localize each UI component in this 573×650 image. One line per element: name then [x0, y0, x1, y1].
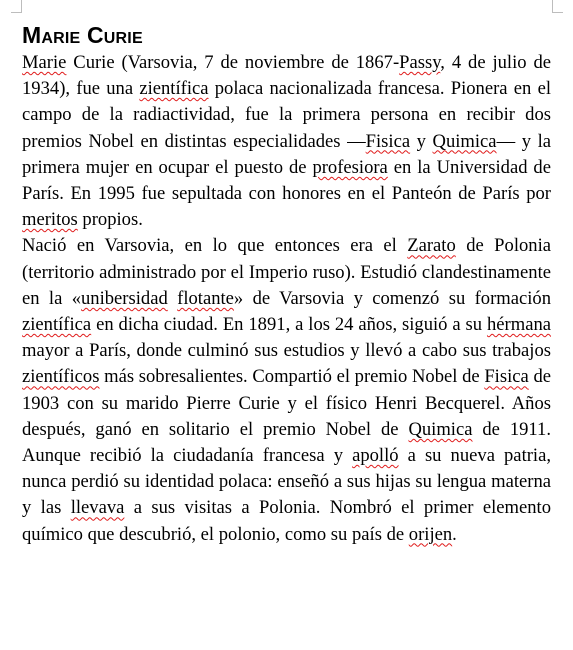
page-corner-mark-right	[552, 0, 563, 13]
text-run: en dicha ciudad. En 1891, a los 24 años, siguió a su	[91, 314, 487, 336]
text-run: .	[452, 523, 457, 545]
misspelled-word[interactable]: zientíficos	[22, 366, 100, 388]
misspelled-word[interactable]: orijen	[408, 523, 453, 545]
misspelled-word[interactable]: Fisica	[365, 130, 411, 152]
misspelled-word[interactable]: flotante	[177, 287, 234, 309]
misspelled-word[interactable]: hérmana	[486, 314, 551, 336]
text-run: de 1911. Aunque recibió la ciudadanía francesa y	[22, 418, 551, 467]
text-run: Nació en Varsovia, en lo que entonces era el	[22, 235, 408, 257]
misspelled-word[interactable]: llevava	[70, 497, 125, 519]
misspelled-word[interactable]: Marie	[22, 52, 67, 73]
text-run: a su nueva patria, nunca perdió su identidad polaca: enseñó a sus hijas su lengua materna y las	[22, 445, 551, 519]
document-title[interactable]: Marie Curie	[22, 22, 143, 48]
misspelled-word[interactable]: Quimica	[408, 418, 473, 440]
text-run: mayor a París, donde culminó sus estudios y llevó a cabo sus trabajos	[22, 340, 551, 362]
text-run: de 1903 con su marido Pierre Curie y el físico Henri Becquerel. Años después, ganó en solitario el premio Nobel de	[22, 366, 551, 440]
text-run: Curie (Varsovia, 7 de noviembre de 1867-	[66, 52, 400, 73]
text-run: y	[410, 130, 433, 152]
text-run: a sus visitas a Polonia. Nombró el primer elemento químico que descubrió, el polonio, como su país de	[22, 497, 552, 545]
misspelled-word[interactable]: apolló	[352, 445, 399, 467]
text-run	[168, 288, 177, 309]
misspelled-word[interactable]: Quimica	[432, 130, 497, 152]
text-run: propios.	[77, 209, 143, 231]
misspelled-word[interactable]: Passy	[399, 52, 441, 73]
document-body[interactable]	[22, 20, 551, 548]
paragraph-1[interactable]	[22, 50, 551, 233]
misspelled-word[interactable]: zientífica	[139, 78, 209, 100]
text-run: — y la primera mujer en ocupar el puesto de	[22, 130, 552, 178]
text-run: , 4 de julio de 1934), fue una	[22, 52, 551, 100]
page-corner-mark-left	[11, 0, 22, 13]
misspelled-word[interactable]: profesiora	[312, 156, 388, 178]
misspelled-word[interactable]: Fisica	[484, 366, 529, 388]
misspelled-word[interactable]: unibersidad	[81, 287, 168, 309]
text-run: más sobresalientes. Compartió el premio Nobel de	[99, 366, 485, 388]
text-run: en la Universidad de París. En 1995 fue sepultada con honores en el Panteón de París por	[22, 156, 551, 205]
text-run: polaca nacionalizada francesa. Pionera en el campo de la radiactividad, fue la primera persona en recibir dos premios Nobel en distintas especialidades —	[22, 78, 551, 152]
misspelled-word[interactable]: Zarato	[407, 235, 456, 257]
paragraph-2[interactable]	[22, 233, 551, 547]
text-run: » de Varsovia y comenzó su formación	[233, 287, 552, 309]
text-run: de Polonia (territorio administrado por el Imperio ruso). Estudió clandestinamente en la «	[22, 235, 551, 309]
misspelled-word[interactable]: meritos	[22, 209, 78, 231]
misspelled-word[interactable]: zientífica	[22, 314, 92, 336]
